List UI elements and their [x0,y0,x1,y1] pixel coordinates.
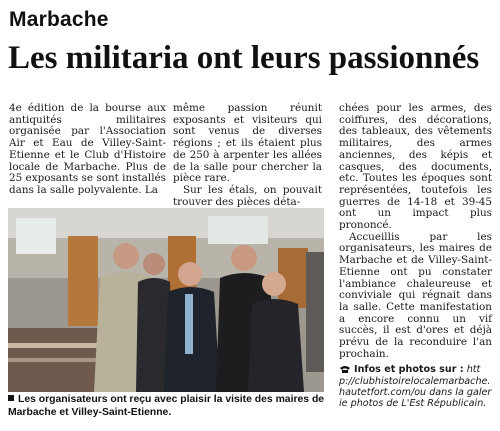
info-label: Infos et photos sur : [354,364,464,376]
article-headline: Les militaria ont leurs passionnés [8,40,480,76]
photo-caption [8,394,328,419]
photo-illustration [8,208,324,392]
column-2-paragraph-2: Sur les étals, on pouvait trouver des pièces déta- [173,183,322,208]
phone-icon [339,365,351,373]
article-column-3 [339,103,492,410]
column-3-paragraph-1: chées pour les armes, des coiffures, des décorations, des tableaux, des vêtements militaires, des armes anciennes, des képis et casques, des documents, etc. Toutes les époques sont représentées, toutefois les guerres de 14-18 et 39-45 ont un impact plus prononcé. [339,102,492,232]
info-block [339,364,492,409]
article-column-2 [173,103,322,208]
column-2-paragraph-1: même passion réunit exposants et visiteurs qui sont venus de diverses régions ; et ils étaient plus de 250 à arpenter les allées de la salle pour chercher la pièce rare. [173,102,322,185]
column-1-text: 4e édition de la bourse aux antiquités militaires organisée par l'Association Air et Eau de Villey-Saint-Etienne et le Club d'Histoire locale de Marbache. Plus de 25 exposants se sont installés dans la salle polyvalente. La [9,102,166,196]
info-link[interactable]: http://clubhistoirelocalemarbache.hautetfort.com/ou dans la galerie photos de L'Est Républicain. [339,364,492,410]
caption-bullet-icon [8,395,14,401]
article-kicker: Marbache [9,8,109,31]
article-photo [8,208,324,392]
article-column-1 [9,103,166,197]
column-3-paragraph-2: Accueillis par les organisateurs, les maires de Marbache et de Villey-Saint-Etienne ont pu constater l'ambiance chaleureuse et conviviale qui régnait dans la salle. Cette manifestation a encore connu un vif succès, il est d'ores et déjà prévu de la reconduire l'an prochain. [339,230,492,360]
caption-text: Les organisateurs ont reçu avec plaisir la visite des maires de Marbache et Villey-Saint-Etienne. [8,394,325,418]
